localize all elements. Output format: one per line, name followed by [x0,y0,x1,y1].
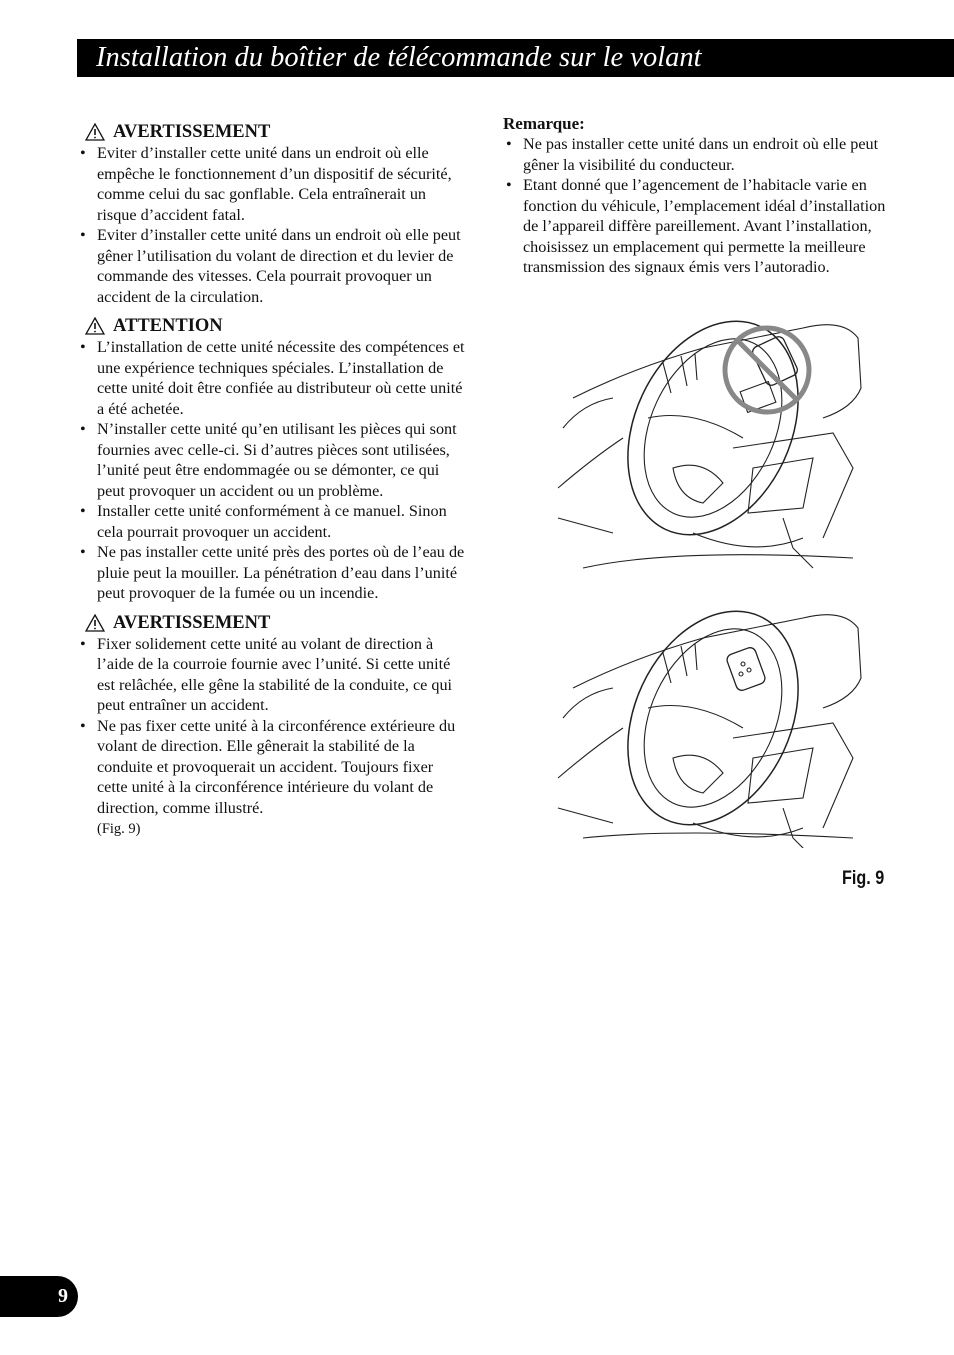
right-column [503,113,898,278]
list-item: • Fixer solidement cette unité au volant de direction à l’aide de la courroie fournie avec l’unité. Si cette unité est relâchée, elle gêne la stabilité de la conduite, ce qui peut entraîner un accident. [77,634,467,716]
steering-wheel-correct-illustration [558,584,861,848]
left-column [77,121,467,848]
warning-section-2 [77,612,467,840]
list-item: • Etant donné que l’agencement de l’habitacle varie en fonction du véhicule, l’emplacement idéal d’installation de l’appareil diffère pareillement. Avant l’installation, choisissez un emplacement qui permette la meilleure transmission des signaux émis vers l’autoradio. [503,175,898,278]
warning-triangle-icon [85,614,105,632]
warning-heading: AVERTISSEMENT [113,122,271,142]
warning-section-1 [77,121,467,307]
title-bar [77,39,954,77]
list-item: • Eviter d’installer cette unité dans un endroit où elle empêche le fonctionnement d’un dispositif de sécurité, comme celui du sac gonflable. Cela entraînerait un risque d’accident fatal. [77,143,467,225]
list-item: • Ne pas installer cette unité près des portes où de l’eau de pluie peut la mouiller. La pénétration d’eau dans l’unité peut provoquer de la fumée ou un incendie. [77,542,467,604]
warning-heading: AVERTISSEMENT [113,612,271,633]
caution-section [77,315,467,604]
list-item [77,716,467,840]
list-item: • N’installer cette unité qu’en utilisant les pièces qui sont fournies avec celle-ci. Si d’autres pièces sont utilisées, l’unité peut être endommagée ou se démonter, ce qui peut provoquer un accident ou un problème. [77,419,467,501]
page-title: Installation du boîtier de télécommande sur le volant [96,42,702,73]
fig-reference: (Fig. 9) [97,821,141,837]
list-item: • L’installation de cette unité nécessite des compétences et une expérience techniques spéciales. L’installation de cette unité doit être confiée au distributeur où cette unité a été achetée. [77,337,467,419]
caution-heading: ATTENTION [113,316,223,336]
figure-label: Fig. 9 [842,868,885,889]
list-item: • Installer cette unité conformément à ce manuel. Sinon cela pourrait provoquer un accident. [77,501,467,542]
list-item: • Eviter d’installer cette unité dans un endroit où elle peut gêner l’utilisation du volant de direction et du levier de commande des vitesses. Cela pourrait provoquer un accident de la circulation. [77,225,467,307]
list-item-text: Ne pas fixer cette unité à la circonférence extérieure du volant de direction. Elle gênerait la stabilité de la conduite et provoquerait un accident. Toujours fixer cette unité à la circonférence intérieure du volant de direction, comme illustré. [97,716,456,817]
warning-triangle-icon [85,123,105,141]
steering-wheel-incorrect-illustration [558,308,861,568]
remark-heading: Remarque: [503,114,585,133]
list-item: • Ne pas installer cette unité dans un endroit où elle peut gêner la visibilité du conducteur. [503,134,898,175]
steering-wheel-figure [553,308,865,853]
page-number: 9 [0,1276,78,1317]
warning-triangle-icon [85,317,105,335]
